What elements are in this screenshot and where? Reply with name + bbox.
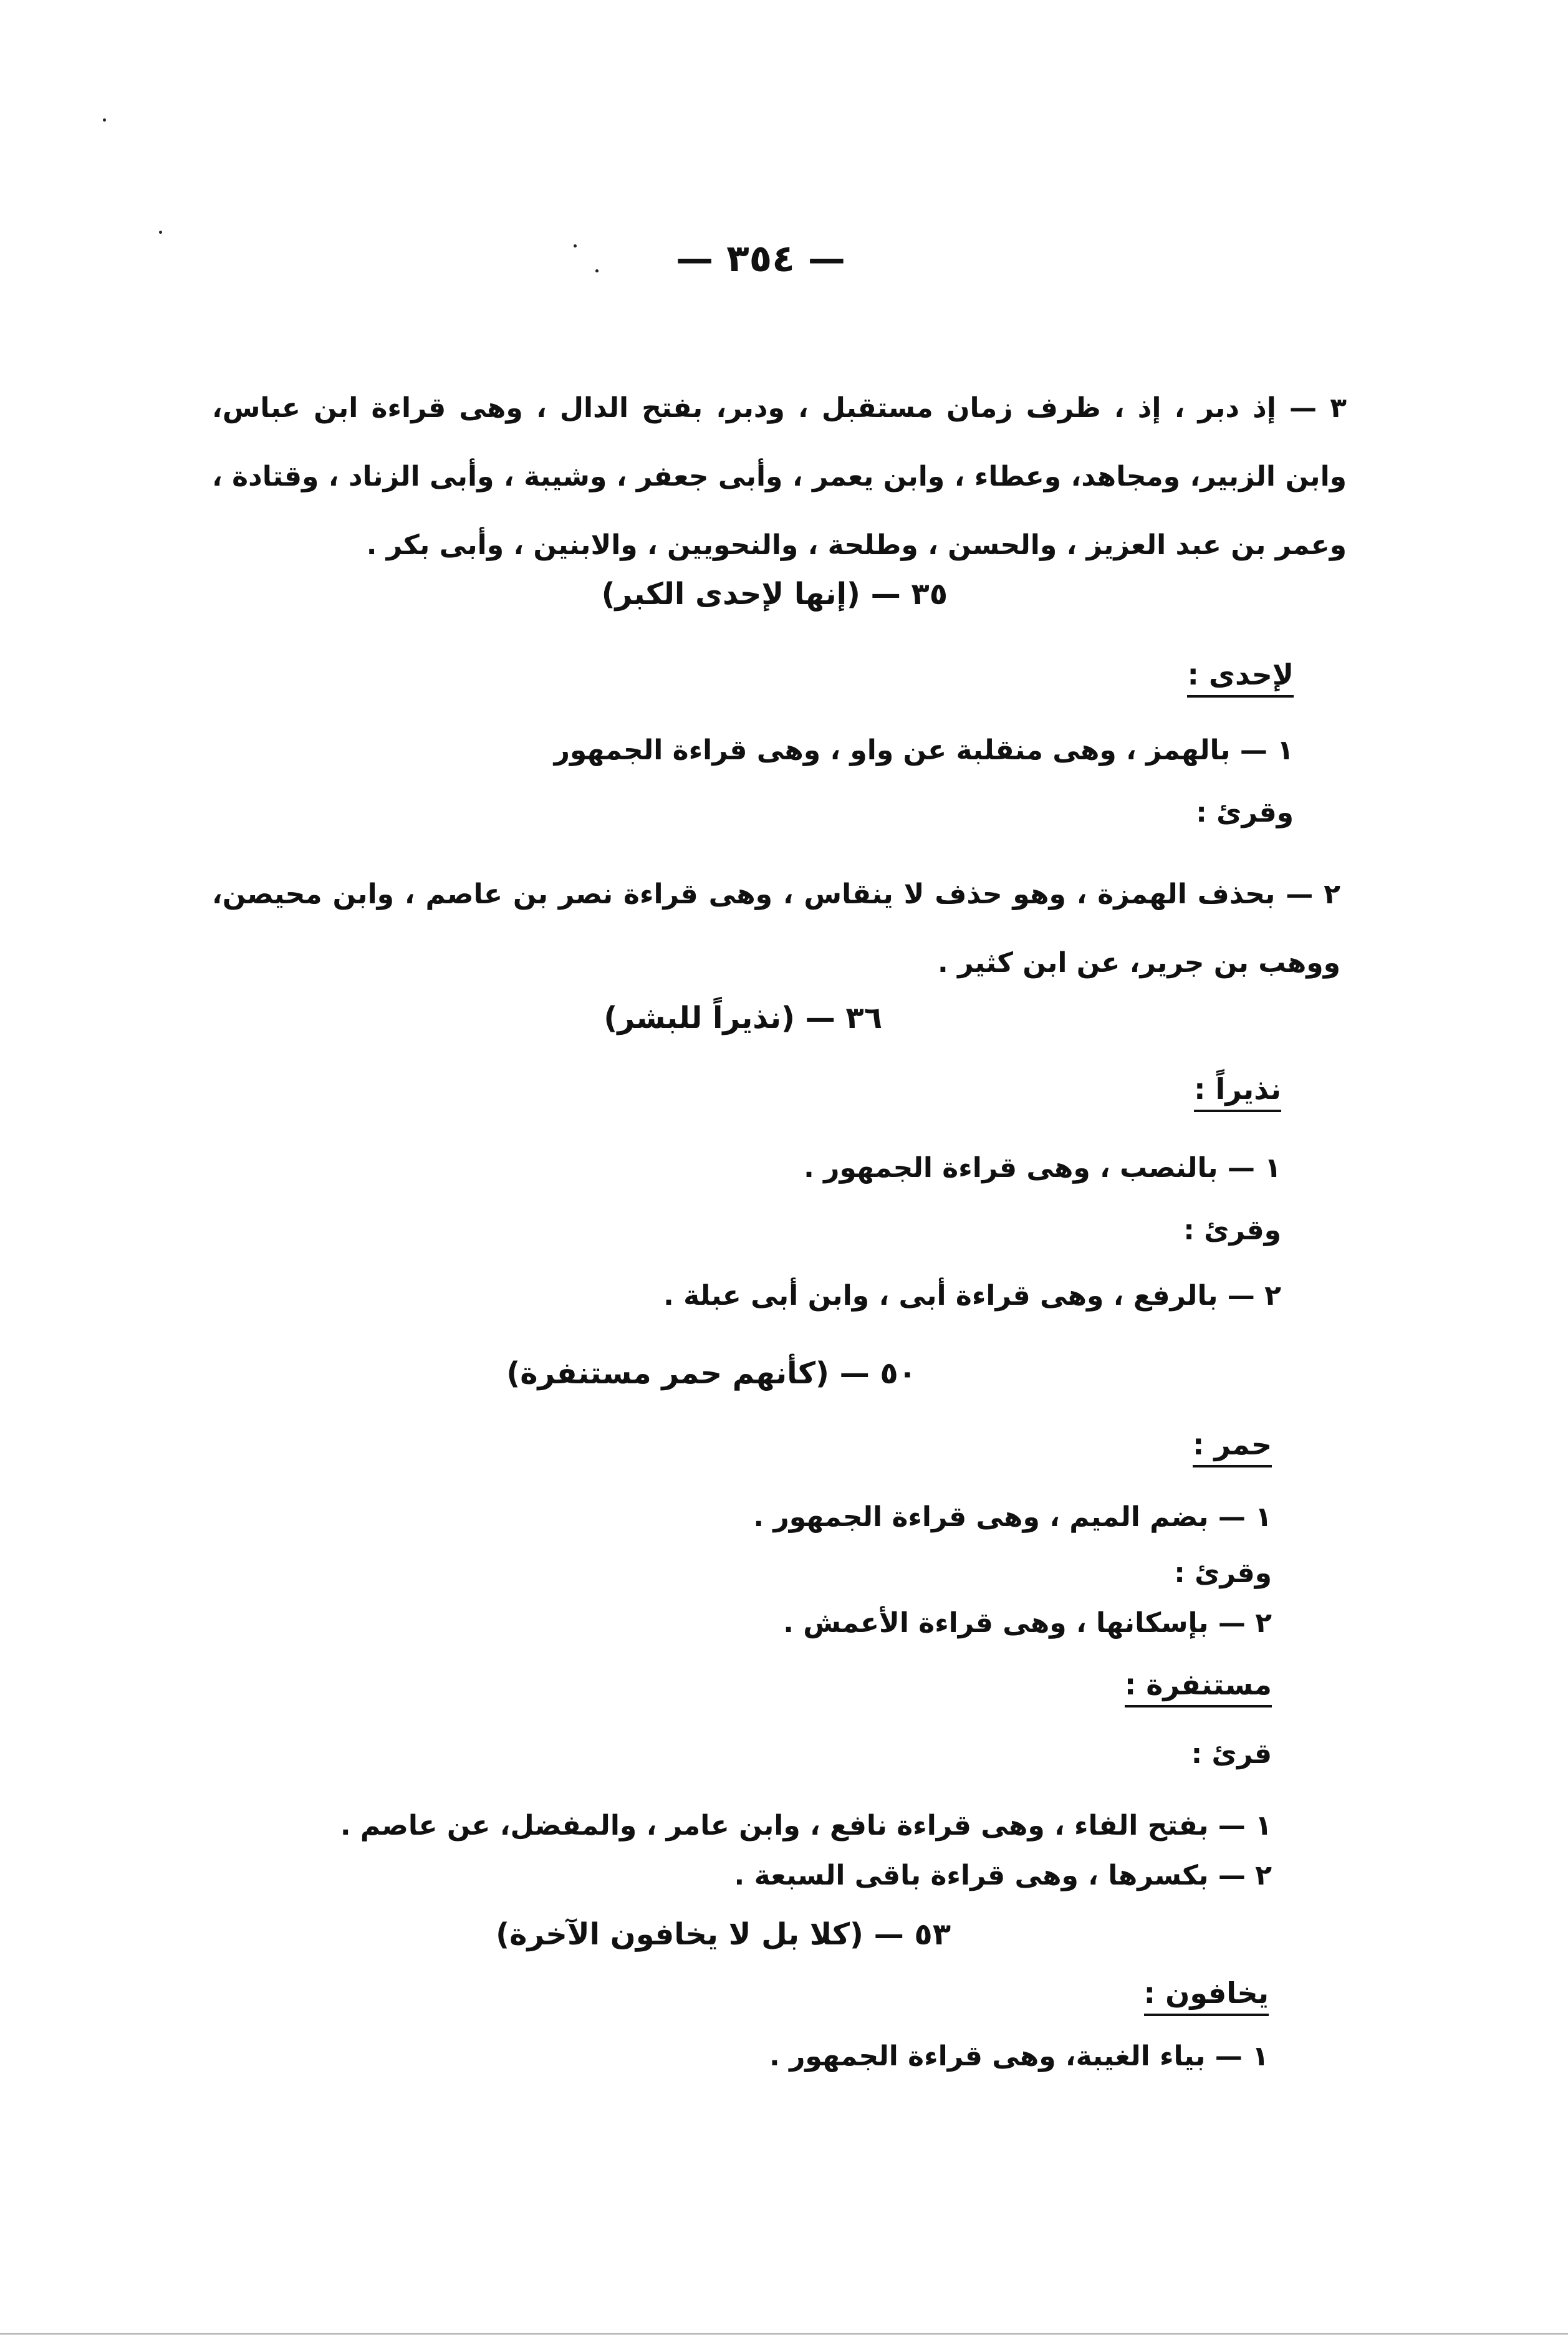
section-heading-yakhafun: يخافون : (1144, 1976, 1269, 2016)
qurie-label: وقرئ : (1174, 1557, 1272, 1589)
verse-53: ٥٣ — (كلا بل لا يخافون الآخرة) (496, 1917, 951, 1952)
reading-item-1: ١ — بالهمز ، وهى منقلبة عن واو ، وهى قراءة الجمهور (554, 734, 1294, 766)
section-heading-humur: حمر : (1193, 1428, 1272, 1467)
qurie-label: وقرئ : (1196, 797, 1294, 828)
reading-item-1: ١ — بضم الميم ، وهى قراءة الجمهور . (753, 1501, 1272, 1533)
scan-speck (595, 269, 599, 272)
qurie-label: قرئ : (1191, 1738, 1272, 1770)
scan-speck (103, 118, 106, 122)
reading-item-2: ٢ — بالرفع ، وهى قراءة أبى ، وابن أبى عبلة . (663, 1280, 1281, 1312)
page-bottom-edge (0, 2333, 1568, 2335)
page-number: — ٣٥٤ — (676, 237, 845, 281)
verse-36: ٣٦ — (نذيراً للبشر) (604, 1001, 882, 1035)
section-heading-ihda: لإحدى : (1187, 658, 1294, 698)
qurie-label: وقرئ : (1183, 1214, 1281, 1246)
section-heading-nadhir: نذيراً : (1194, 1072, 1281, 1112)
section-heading-mustanfira: مستنفرة : (1125, 1668, 1272, 1707)
scan-speck (159, 231, 162, 234)
reading-item-2: ٢ — بإسكانها ، وهى قراءة الأعمش . (783, 1607, 1272, 1639)
paragraph-idh-dabar: ٣ — إذ دبر ، إذ ، ظرف زمان مستقبل ، ودبر، بفتح الدال ، وهى قراءة ابن عباس، وابن الزبير، ومجاهد، وعطاء ، وابن يعمر ، وأبى جعفر ، وشيبة ، وأبى الزناد ، وقتادة ، وعمر بن عبد العزيز ، والحسن ، وطلحة ، والنحويين ، والابنين ، وأبى بكر . (212, 392, 1347, 561)
reading-item-1: ١ — بفتح الفاء ، وهى قراءة نافع ، وابن عامر ، والمفضل، عن عاصم . (340, 1810, 1272, 1842)
reading-item-1: ١ — بالنصب ، وهى قراءة الجمهور . (804, 1152, 1281, 1184)
scan-speck (574, 244, 577, 247)
reading-item-2: ٢ — بكسرها ، وهى قراءة باقى السبعة . (734, 1860, 1272, 1891)
verse-35: ٣٥ — (إنها لإحدى الكبر) (601, 577, 948, 612)
verse-50: ٥٠ — (كأنهم حمر مستنفرة) (506, 1356, 916, 1391)
reading-item-1: ١ — بياء الغيبة، وهى قراءة الجمهور . (769, 2040, 1269, 2072)
reading-item-2: ٢ — بحذف الهمزة ، وهو حذف لا ينقاس ، وهى قراءة نصر بن عاصم ، وابن محيصن، ووهب بن جرير، عن ابن كثير . (212, 878, 1340, 979)
